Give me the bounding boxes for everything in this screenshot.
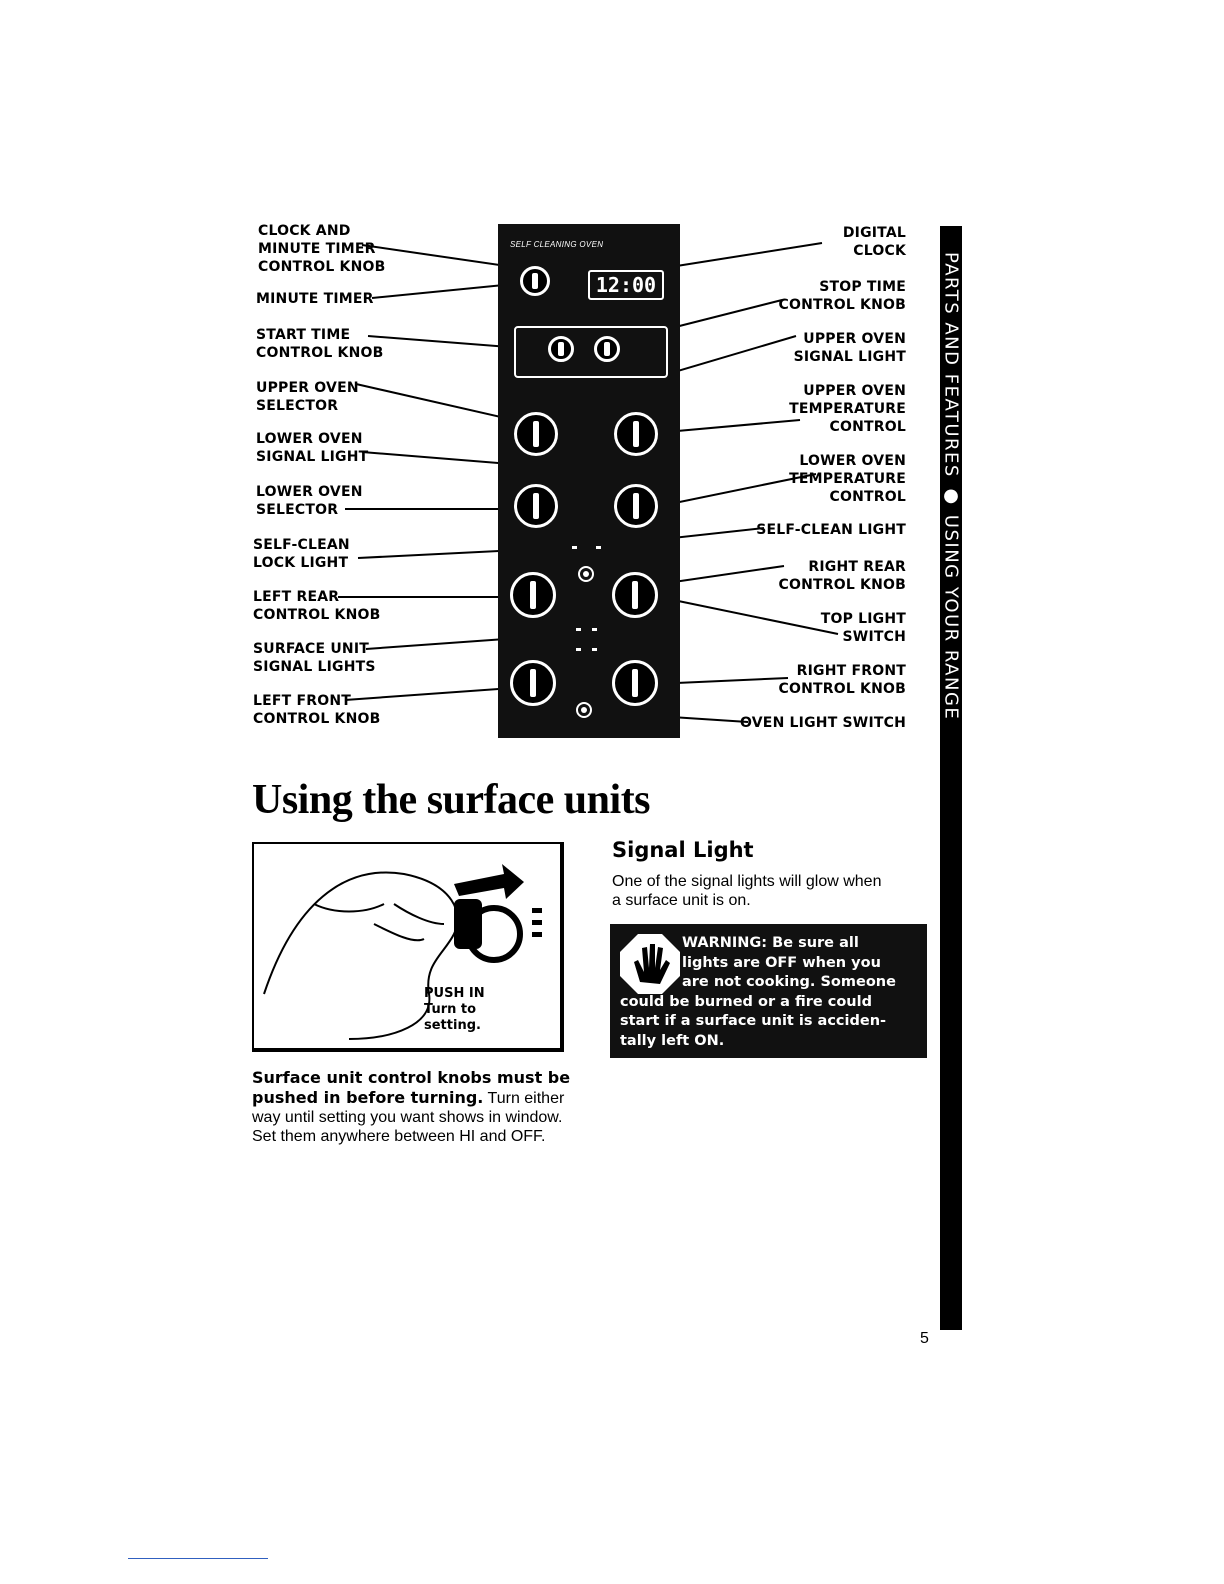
upper-oven-temp-knob-icon: [614, 412, 658, 456]
knob-caption: [252, 1068, 572, 1146]
footer-rule: [128, 1558, 268, 1559]
label-minute-timer: MINUTE TIMER: [256, 291, 374, 307]
label-left-front-knob: LEFT FRONT CONTROL KNOB: [253, 693, 381, 727]
hand-turning-knob-illustration: [252, 842, 564, 1052]
upper-oven-selector-icon: [514, 412, 558, 456]
label-start-time-knob: START TIME CONTROL KNOB: [256, 327, 384, 361]
lower-oven-selector-icon: [514, 484, 558, 528]
label-right-front-knob: RIGHT FRONT CONTROL KNOB: [778, 663, 906, 697]
label-lower-oven-temp-control: LOWER OVEN TEMPERATURE CONTROL: [789, 453, 906, 505]
label-stop-time-knob: STOP TIME CONTROL KNOB: [778, 279, 906, 313]
hand-icon: [254, 844, 560, 1046]
label-clock-minute-timer-knob: CLOCK AND MINUTE TIMER CONTROL KNOB: [258, 223, 386, 275]
push-in-instruction: PUSH IN Turn to setting.: [424, 986, 485, 1033]
start-stop-knob-frame: [514, 326, 668, 378]
label-self-clean-lock-light: SELF-CLEAN LOCK LIGHT: [253, 537, 350, 571]
surface-signal-light-icon: [576, 648, 581, 651]
label-digital-clock: DIGITAL CLOCK: [842, 225, 906, 259]
page-heading: Using the surface units: [252, 777, 651, 823]
signal-light-heading: Signal Light: [612, 838, 754, 862]
caption-bold: Surface unit control knobs must be pushed in before turning.: [252, 1068, 571, 1107]
label-lower-oven-selector: LOWER OVEN SELECTOR: [256, 484, 363, 518]
side-tab-text: PARTS AND FEATURES ● USING YOUR RANGE: [940, 252, 962, 721]
label-lower-oven-signal-light: LOWER OVEN SIGNAL LIGHT: [256, 431, 369, 465]
label-right-rear-knob: RIGHT REAR CONTROL KNOB: [778, 559, 906, 593]
label-upper-oven-selector: UPPER OVEN SELECTOR: [256, 380, 359, 414]
signal-light-text: One of the signal lights will glow when a surface unit is on.: [612, 873, 882, 909]
surface-signal-light-icon: [592, 628, 597, 631]
label-surface-unit-signal-lights: SURFACE UNIT SIGNAL LIGHTS: [253, 641, 376, 675]
page-number: 5: [920, 1330, 929, 1347]
surface-signal-light-icon: [576, 628, 581, 631]
panel-title: SELF CLEANING OVEN: [510, 240, 604, 249]
right-rear-knob-icon: [612, 572, 658, 618]
label-oven-light-switch: OVEN LIGHT SWITCH: [740, 715, 906, 731]
oven-light-switch-icon: [576, 702, 592, 718]
top-light-switch-icon: [578, 566, 594, 582]
lock-light-icon: [572, 546, 577, 549]
clean-light-icon: [596, 546, 601, 549]
label-upper-oven-temp-control: UPPER OVEN TEMPERATURE CONTROL: [789, 383, 906, 435]
caption-text: Turn either way until setting you want shows in window. Set them anywhere between HI and OFF.: [252, 1090, 565, 1145]
start-time-knob-icon: [548, 336, 574, 362]
lower-oven-temp-knob-icon: [614, 484, 658, 528]
right-front-knob-icon: [612, 660, 658, 706]
label-left-rear-knob: LEFT REAR CONTROL KNOB: [253, 589, 381, 623]
surface-signal-light-icon: [592, 648, 597, 651]
clock-knob-icon: [520, 266, 550, 296]
label-self-clean-light: SELF-CLEAN LIGHT: [756, 522, 906, 538]
stop-time-knob-icon: [594, 336, 620, 362]
left-front-knob-icon: [510, 660, 556, 706]
warning-text: WARNING: Be sure all lights are OFF when you are not cooking. Someone could be burned or a fire could start if a surface unit is acciden- tally left ON.: [620, 935, 896, 1049]
label-upper-oven-signal-light: UPPER OVEN SIGNAL LIGHT: [793, 331, 906, 365]
left-rear-knob-icon: [510, 572, 556, 618]
label-top-light-switch: TOP LIGHT SWITCH: [820, 611, 906, 645]
digital-clock-display: 12:00: [588, 270, 664, 300]
